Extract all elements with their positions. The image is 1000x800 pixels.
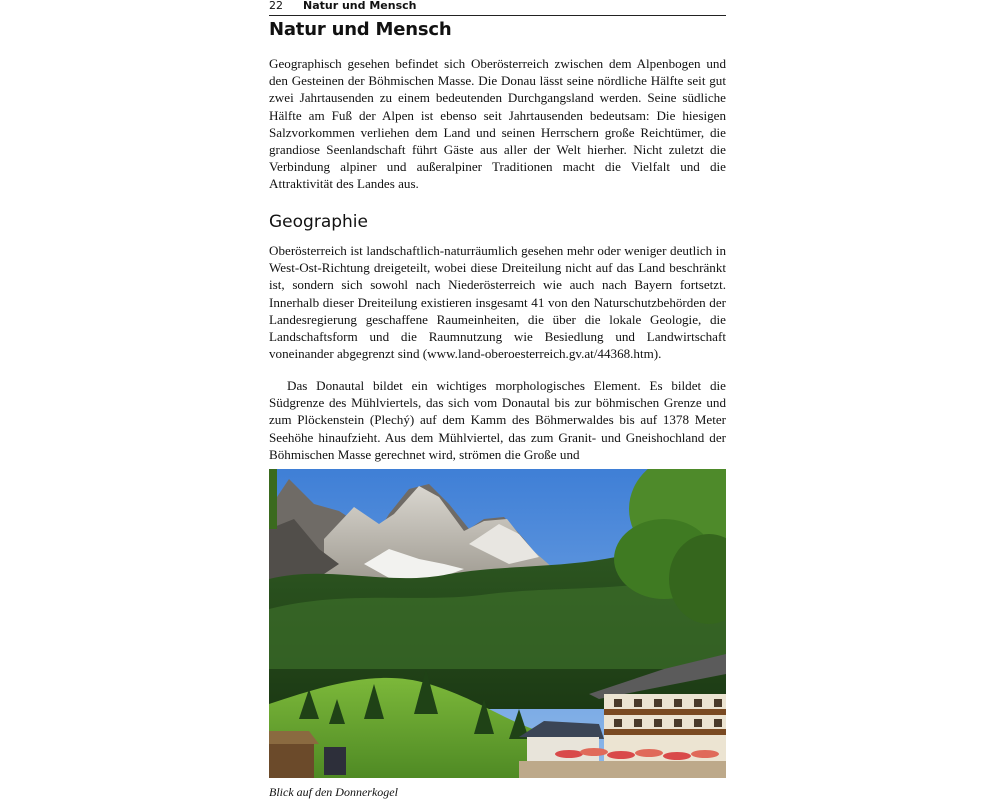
mountain-photo bbox=[269, 469, 726, 778]
body-paragraph-1: Oberösterreich ist landschaftlich-naturräumlich gesehen mehr oder weniger deutlich in West-Ost-Richtung dreigeteilt, wobei diese Dreiteilung nicht auf das Land beschränkt ist, sondern sich sowohl nach Niederösterreich wie auch nach Bayern fortsetzt. Innerhalb dieser Dreiteilung existieren insgesamt 41 von den Naturschutzbehörden der Landesregierung geschaffene Raumeinheiten, die über die lokale Geologie, die Landschaftsform und die Raumnutzung wie Besiedlung und Landwirtschaft voneinander abgegrenzt sind (www.land-oberoesterreich.gv.at/44368.htm). bbox=[269, 243, 726, 362]
running-title: Natur und Mensch bbox=[303, 0, 417, 12]
body-paragraph-2: Das Donautal bildet ein wichtiges morphologisches Element. Es bildet die Südgrenze des Mühlviertels, das sich vom Donautal bis zur böhmischen Grenze und zum Plöckenstein (Plechý) auf dem Kamm des Böhmerwaldes bis auf 1378 Meter Seehöhe hinaufzieht. Aus dem Mühlviertel, das zum Granit- und Gneishochland der Böhmischen Masse gerechnet wird, strömen die Große und bbox=[269, 378, 726, 462]
page-number: 22 bbox=[269, 0, 283, 12]
photo-caption: Blick auf den Donnerkogel bbox=[269, 785, 398, 799]
intro-paragraph: Geographisch gesehen befindet sich Oberösterreich zwischen dem Alpenbogen und den Gesteinen der Böhmischen Masse. Die Donau lässt seine nördliche Hälfte seit gut zwei Jahrtausenden zu einem bedeutenden Durchgangsland werden. Seine südliche Hälfte am Fuß der Alpen ist ebenso seit Jahrtausenden bedeutsam: Die hiesigen Salzvorkommen verliehen dem Land und seinen Herrschern große Reichtümer, die grandiose Seenlandschaft führt Gäste aus aller der Welt hierher. Nicht zuletzt die Verbindung alpiner und außeralpiner Traditionen macht die Vielfalt und die Attraktivität des Landes aus. bbox=[269, 56, 726, 192]
running-head bbox=[269, 0, 726, 16]
section-heading-geographie: Geographie bbox=[269, 212, 368, 232]
chapter-title: Natur und Mensch bbox=[269, 19, 452, 40]
